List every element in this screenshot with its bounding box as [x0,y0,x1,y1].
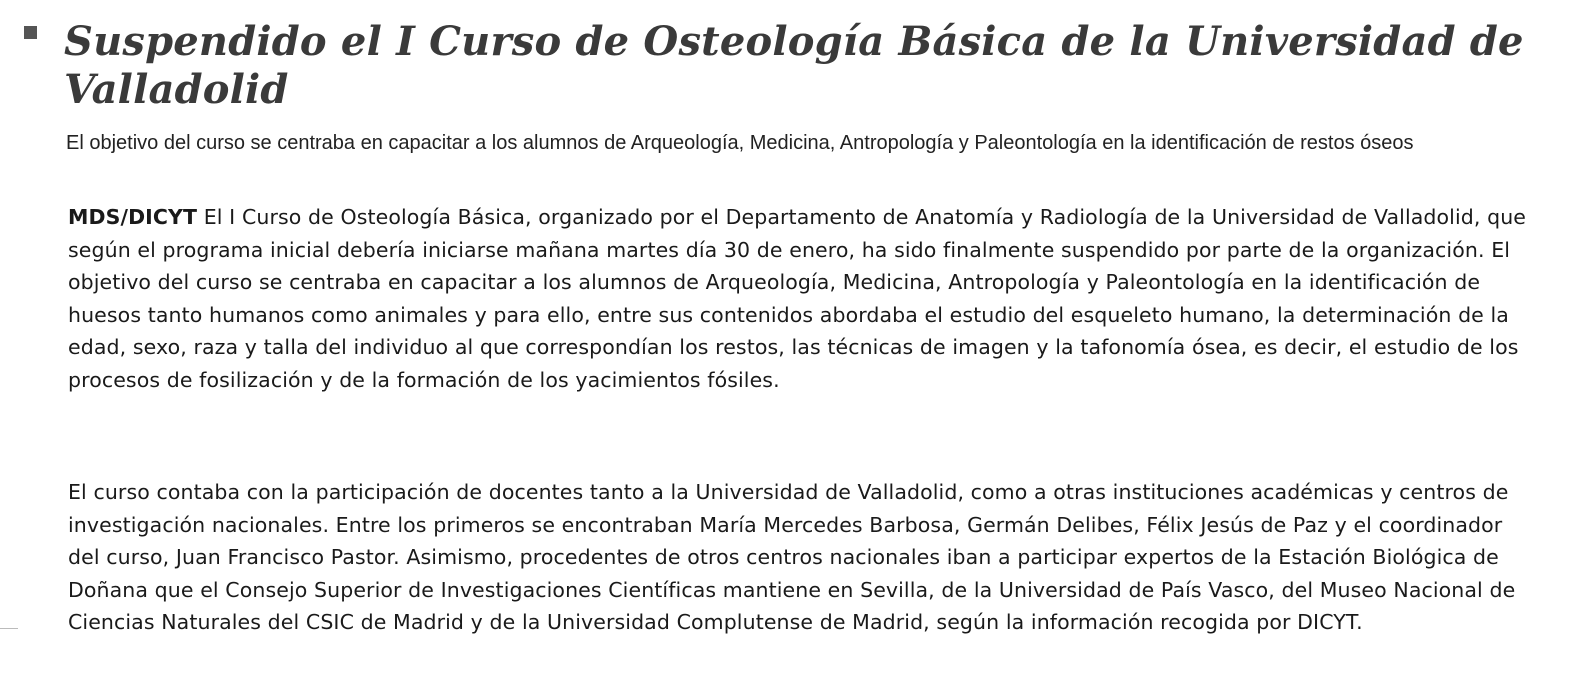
article-headline: Suspendido el I Curso de Osteología Básica de la Universidad de Valladolid [64,18,1524,113]
article-subtitle: El objetivo del curso se centraba en capacitar a los alumnos de Arqueología, Medicina, Antropología y Paleontología en la identificación de restos óseos [66,132,1414,154]
scan-artifact-dash [0,628,18,629]
byline: MDS/DICYT [68,205,198,229]
paragraph-1-text: El I Curso de Osteología Básica, organizado por el Departamento de Anatomía y Radiología de la Universidad de Valladolid, que según el programa inicial debería iniciarse mañana martes día 30 de enero, ha sido finalmente suspendido por parte de la organización. El objetivo del curso se centraba en capacitar a los alumnos de Arqueología, Medicina, Antropología y Paleontología en la identificación de huesos tanto humanos como animales y para ello, entre sus contenidos abordaba el estudio del esqueleto humano, la determinación de la edad, sexo, raza y talla del individuo al que correspondían los restos, las técnicas de imagen y la tafonomía ósea, es decir, el estudio de los procesos de fosilización y de la formación de los yacimientos fósiles. [68,205,1527,392]
article-paragraph-2: El curso contaba con la participación de docentes tanto a la Universidad de Valladolid, como a otras instituciones académicas y centros de investigación nacionales. Entre los primeros se encontraban María Mercedes Barbosa, Germán Delibes, Félix Jesús de Paz y el coordinador del curso, Juan Francisco Pastor. Asimismo, procedentes de otros centros nacionales iban a participar expertos de la Estación Biológica de Doñana que el Consejo Superior de Investigaciones Científicas mantiene en Sevilla, de la Universidad de País Vasco, del Museo Nacional de Ciencias Naturales del CSIC de Madrid y de la Universidad Complutense de Madrid, según la información recogida por DICYT. [68,480,1516,635]
article-paragraph-1 [68,201,1538,397]
square-bullet-icon [24,26,37,39]
